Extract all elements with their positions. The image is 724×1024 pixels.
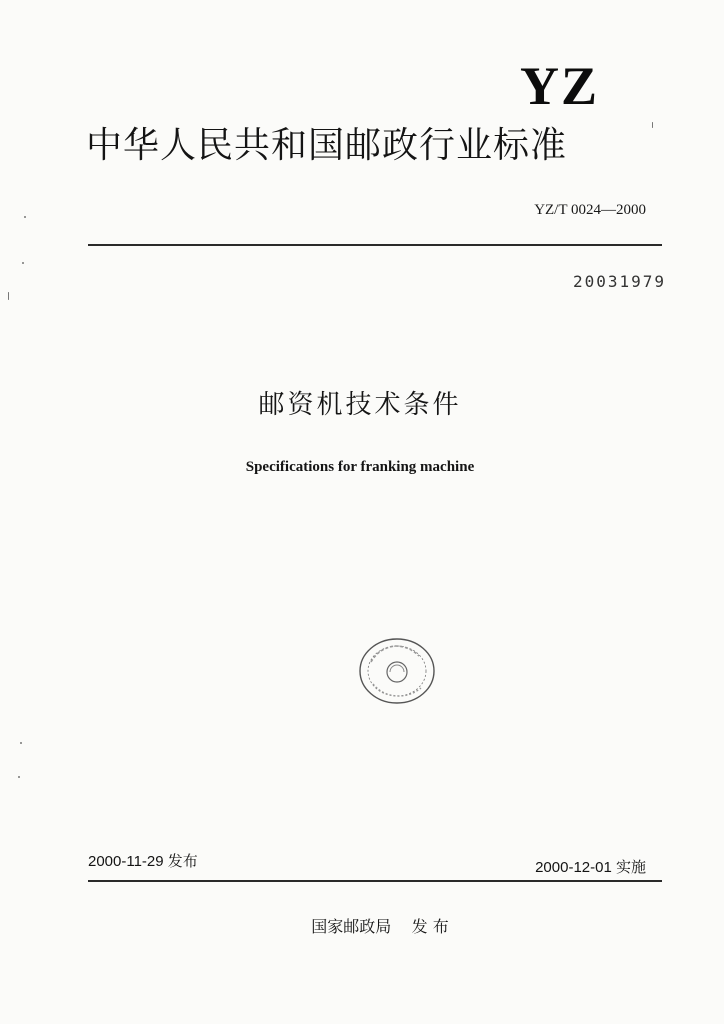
document-title-english: Specifications for franking machine [245, 459, 475, 475]
bottom-divider-rule [88, 880, 662, 882]
document-title-chinese: 邮资机技术条件 [258, 390, 462, 420]
implementation-date: 2000-12-01 实施 [535, 859, 646, 876]
standard-category-title: 中华人民共和国邮政行业标准 [86, 125, 568, 166]
scan-speck [8, 292, 9, 300]
scan-speck [652, 122, 653, 128]
scan-speck [24, 216, 26, 218]
issuing-authority: 国家邮政局 发 布 [311, 917, 449, 936]
scan-speck [22, 262, 24, 264]
scan-speck [20, 742, 22, 744]
top-divider-rule [88, 244, 662, 246]
library-stamp-number: 20031979 [572, 272, 666, 291]
scan-speck [18, 776, 20, 778]
standard-logo-yz: YZ [520, 56, 600, 116]
standard-number: YZ/T 0024—2000 [534, 202, 646, 218]
library-seal-icon [357, 636, 437, 706]
issue-date: 2000-11-29 发布 [88, 853, 198, 870]
